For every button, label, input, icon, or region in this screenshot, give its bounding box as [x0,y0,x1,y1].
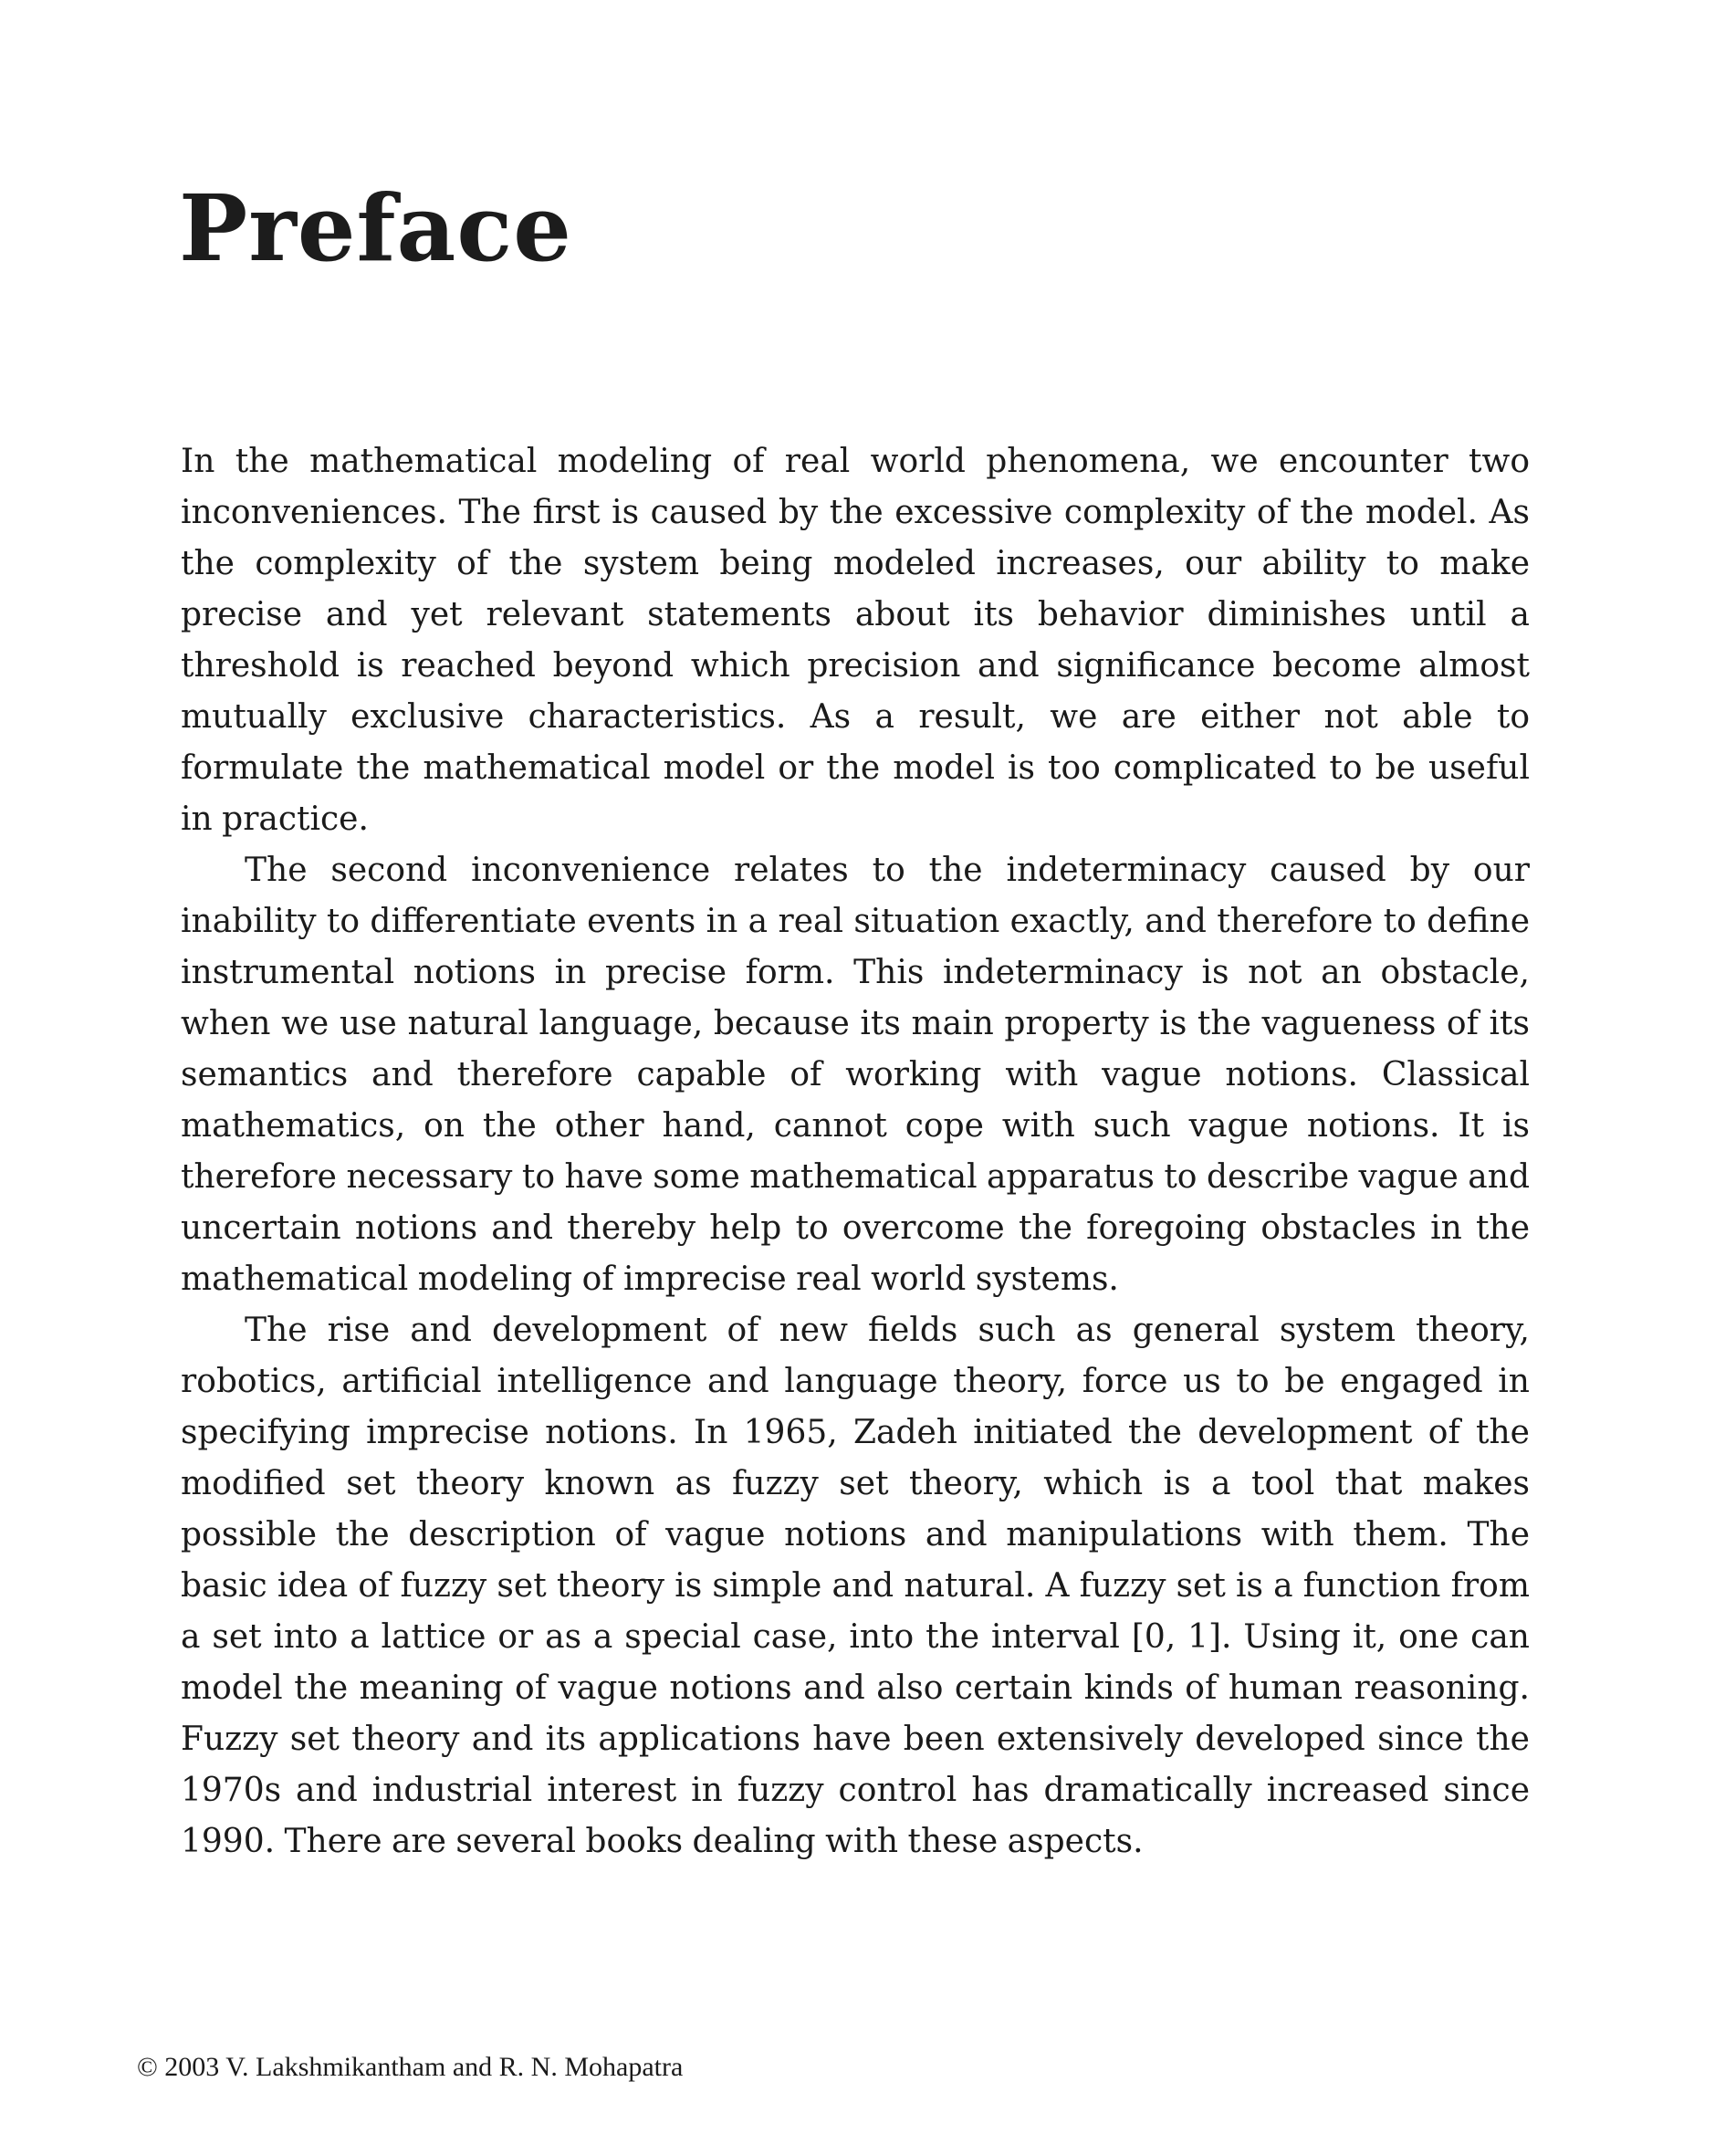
paragraph-1: In the mathematical modeling of real world phenomena, we encounter two inconveniences. The first is caused by the excessive complexity of the model. As the complexity of the system being modeled increases, our ability to make precise and yet relevant statements about its behavior diminishes until a threshold is reached beyond which precision and significance become almost mutually exclusive characteristics. As a result, we are either not able to formulate the mathematical model or the model is too complicated to be useful in practice. [181,443,1530,838]
paragraph-2: The second inconvenience relates to the indeterminacy caused by our inability to differentiate events in a real situation exactly, and therefore to define instrumental notions in precise form. This indeterminacy is not an obstacle, when we use natural language, because its main property is the vagueness of its semantics and therefore capable of working with vague notions. Classical mathematics, on the other hand, cannot cope with such vague notions. It is therefore necessary to have some mathematical apparatus to describe vague and uncertain notions and thereby help to overcome the foregoing obstacles in the mathematical modeling of imprecise real world systems. [181,852,1530,1298]
preface-body [181,436,1530,1867]
copyright-footer: © 2003 V. Lakshmikantham and R. N. Mohapatra [137,2052,684,2082]
page-title: Preface [179,174,572,282]
paragraph-3: The rise and development of new fields such as general system theory, robotics, artificial intelligence and language theory, force us to be engaged in specifying imprecise notions. In 1965, Zadeh initiated the development of the modified set theory known as fuzzy set theory, which is a tool that makes possible the description of vague notions and manipulations with them. The basic idea of fuzzy set theory is simple and natural. A fuzzy set is a function from a set into a lattice or as a special case, into the interval [0, 1]. Using it, one can model the meaning of vague notions and also certain kinds of human reasoning. Fuzzy set theory and its applications have been extensively developed since the 1970s and industrial interest in fuzzy control has dramatically increased since 1990. There are several books dealing with these aspects. [181,1312,1530,1860]
